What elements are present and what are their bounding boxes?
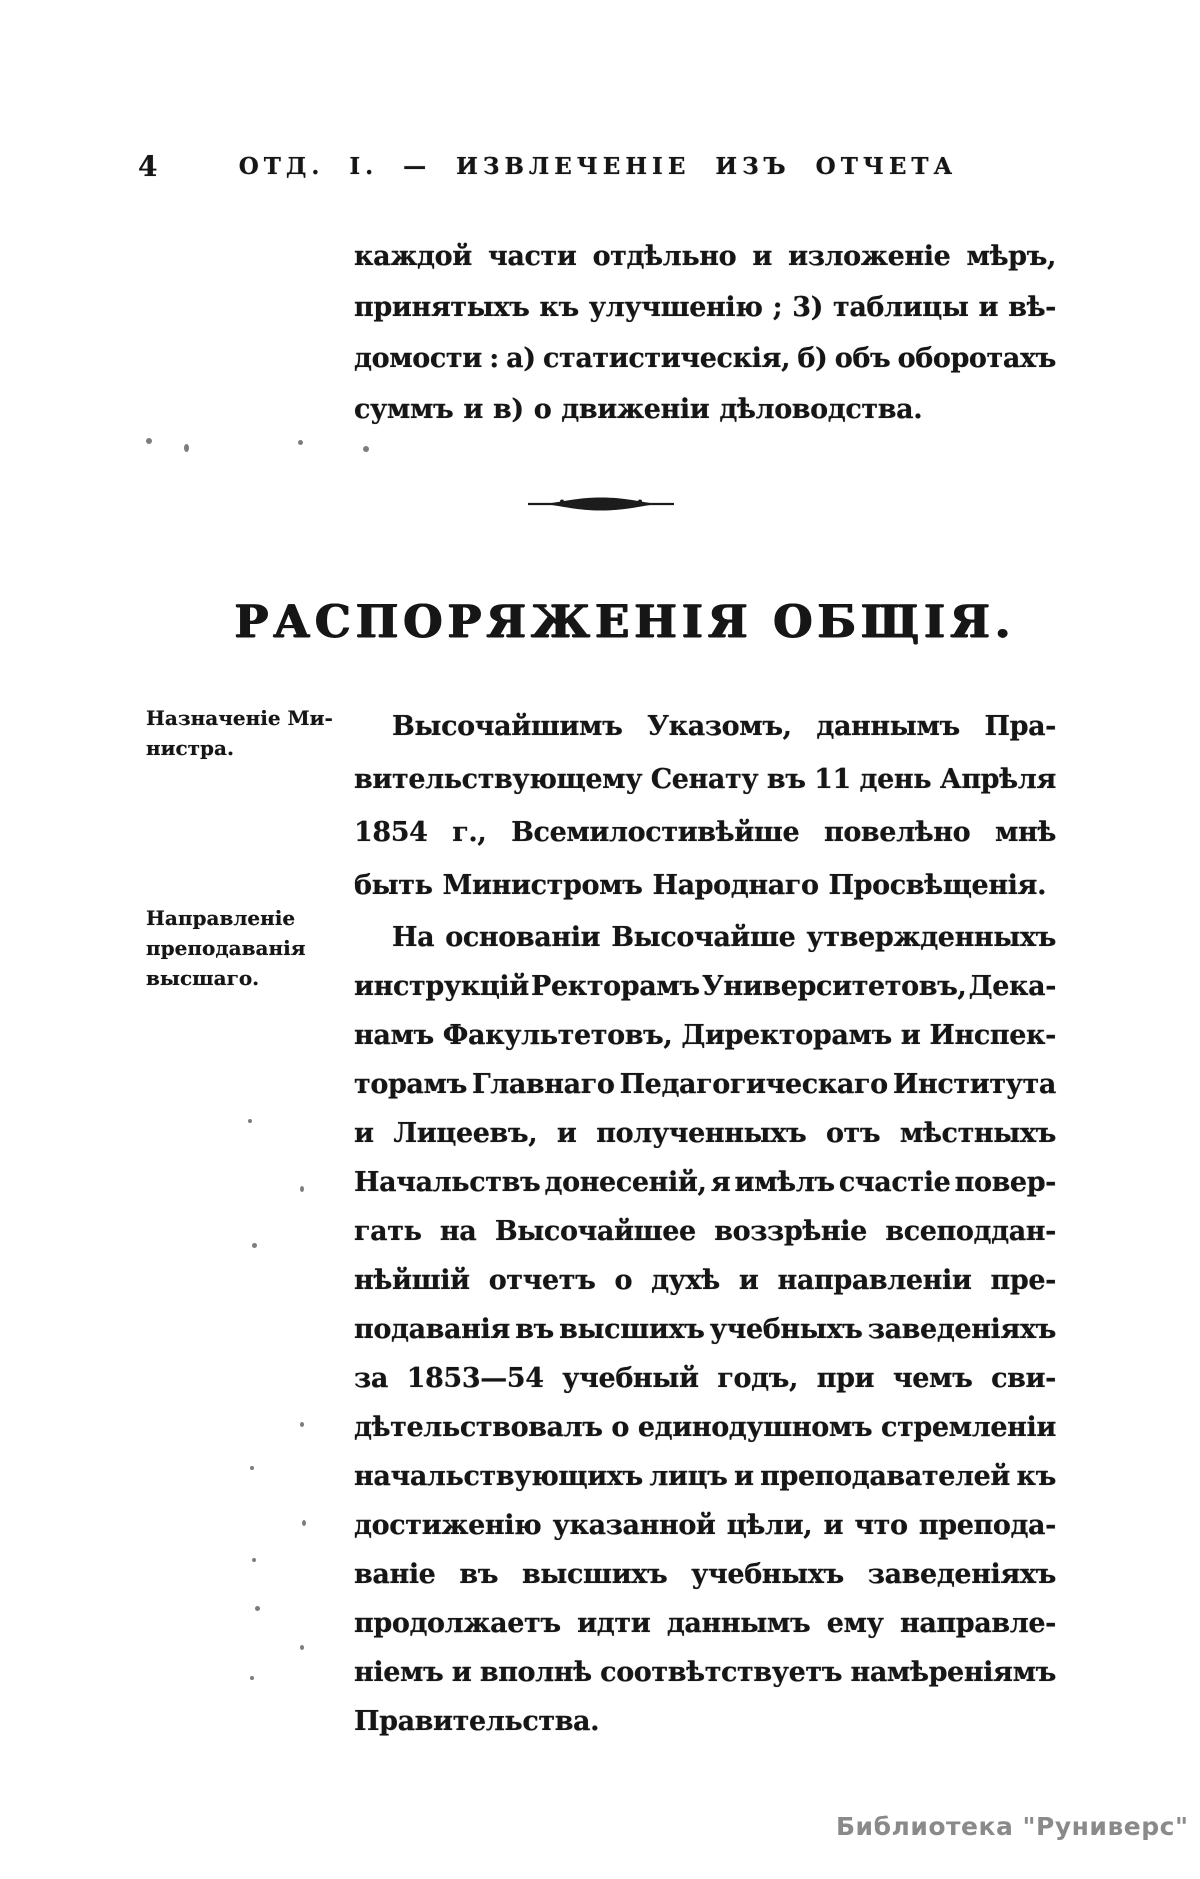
ink-speck <box>250 1676 254 1680</box>
text-line: начальствующихъ лицъ и преподавателей къ <box>354 1461 1056 1492</box>
margin-note-line: высшаго. <box>146 966 260 990</box>
ink-speck <box>146 438 152 444</box>
text-line: дѣтельствовалъ о единодушномъ стремленіи <box>354 1412 1056 1443</box>
paragraph-continuation <box>354 231 1056 435</box>
text-line: подаванія въ высшихъ учебныхъ заведеніяхъ <box>354 1314 1056 1345</box>
ink-speck <box>298 440 303 445</box>
ink-speck <box>302 1520 306 1526</box>
text-line: ніемъ и вполнѣ соотвѣтствуетъ намѣреніямъ <box>354 1657 1056 1688</box>
text-line: инструкцій Ректорамъ Университетовъ, Дека- <box>354 971 1056 1002</box>
margin-note-line: Назначеніе Ми- <box>146 706 333 730</box>
ink-speck <box>248 1119 252 1123</box>
ink-speck <box>252 1243 257 1248</box>
text-line: за 1853—54 учебный годъ, при чемъ сви- <box>354 1363 1056 1394</box>
text-line: и Лицеевъ, и полученныхъ отъ мѣстныхъ <box>354 1118 1056 1149</box>
spindle-ornament-icon <box>528 495 674 513</box>
text-line: достиженію указанной цѣли, и что препода- <box>354 1510 1056 1541</box>
section-title: РАСПОРЯЖЕНІЯ ОБЩІЯ. <box>234 595 1016 648</box>
ink-speck <box>300 1186 304 1192</box>
text-line: Высочайшимъ Указомъ, даннымъ Пра- <box>392 711 1056 742</box>
text-line: суммъ и в) о движеніи дѣловодства. <box>354 394 923 425</box>
text-line: нѣйшій отчетъ о духѣ и направленіи пре- <box>354 1265 1056 1296</box>
text-line: гать на Высочайшее воззрѣніе всеподдан- <box>354 1216 1056 1247</box>
text-line: домости : а) статистическія, б) объ оборотахъ <box>354 343 1056 374</box>
margin-note-line: нистра. <box>146 736 234 760</box>
paragraph-teaching-direction <box>354 913 1056 1746</box>
text-line: Правительства. <box>354 1706 600 1737</box>
text-line: торамъ Главнаго Педагогическаго Института <box>354 1069 1056 1100</box>
margin-note-line: Направленіе <box>146 906 296 930</box>
text-line: намъ Факультетовъ, Директорамъ и Инспек- <box>354 1020 1056 1051</box>
running-header: ОТД. I. — ИЗВЛЕЧЕНІЕ ИЗЪ ОТЧЕТА <box>238 153 958 180</box>
margin-note-teaching-direction <box>146 903 346 993</box>
text-line: На основаніи Высочайше утвержденныхъ <box>392 922 1056 953</box>
ink-speck <box>300 1645 304 1650</box>
margin-note-minister-appointment <box>146 703 346 763</box>
text-line: продолжаетъ идти даннымъ ему направле- <box>354 1608 1056 1639</box>
ink-speck <box>300 1422 304 1427</box>
text-line: 1854 г., Всемилостивѣйше повелѣно мнѣ <box>354 817 1056 848</box>
text-line: каждой части отдѣльно и изложеніе мѣръ, <box>354 241 1056 272</box>
text-line: вительствующему Сенату въ 11 день Апрѣля <box>354 764 1056 795</box>
ink-speck <box>363 446 369 452</box>
text-line: Начальствъ донесеній, я имѣлъ счастіе повер- <box>354 1167 1056 1198</box>
ink-speck <box>250 1466 254 1470</box>
paragraph-minister-appointment <box>354 700 1056 912</box>
ink-speck <box>184 444 189 452</box>
text-line: принятыхъ къ улучшенію ; 3) таблицы и вѣ- <box>354 292 1056 323</box>
ink-speck <box>252 1558 256 1562</box>
ink-speck <box>255 1606 260 1611</box>
text-line: быть Министромъ Народнаго Просвѣщенія. <box>354 870 1047 901</box>
section-divider-ornament <box>528 495 674 513</box>
library-watermark: Библиотека "Руниверс" <box>836 1812 1189 1841</box>
margin-note-line: преподаванія <box>146 936 306 960</box>
page-number: 4 <box>138 150 158 183</box>
text-line: ваніе въ высшихъ учебныхъ заведеніяхъ <box>354 1559 1056 1590</box>
